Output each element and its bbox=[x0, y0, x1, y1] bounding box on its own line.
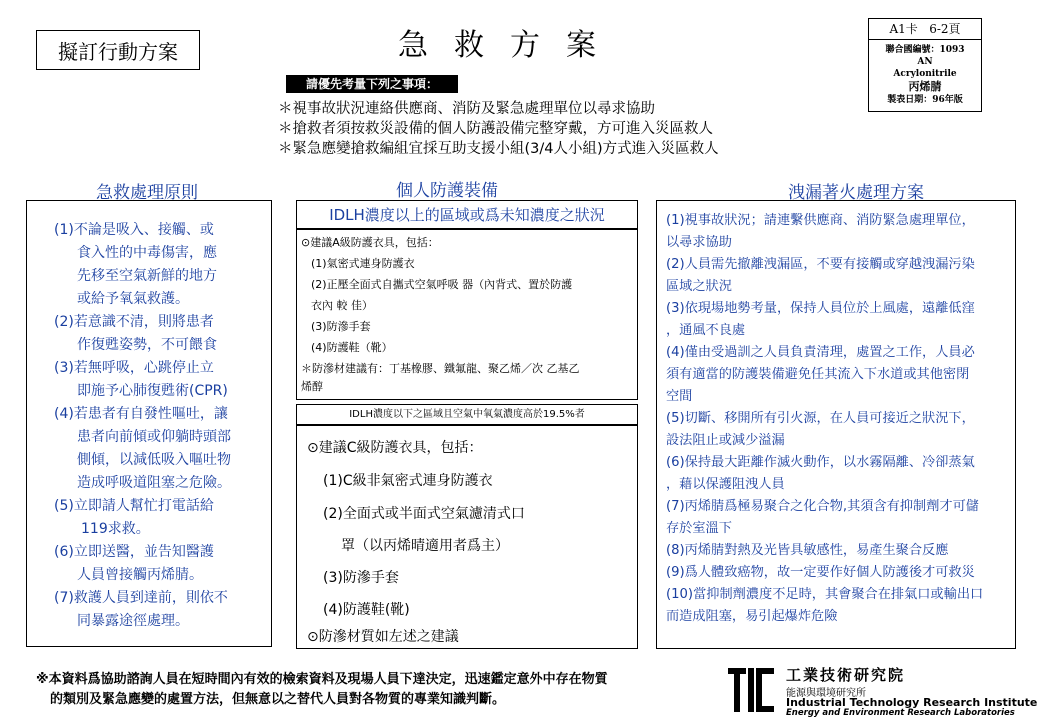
principle-line: (1)不論是吸入、接觸、或 bbox=[54, 222, 214, 238]
leak-line: 設法阻止或減少溢漏 bbox=[666, 433, 785, 448]
ppe-a-line: (3)防滲手套 bbox=[311, 320, 371, 333]
card-number: A1卡 bbox=[889, 22, 918, 36]
principle-line: 側傾，以減低吸入嘔吐物 bbox=[77, 452, 231, 468]
idlh-high-condition: IDLH濃度以上的區域或爲未知濃度之狀況 bbox=[296, 200, 638, 230]
chemical-name-en: Acrylonitrile bbox=[893, 69, 957, 79]
institute-sub-en: Energy and Environment Research Laboratories bbox=[786, 708, 1015, 718]
institute-name-zh: 工業技術研究院 bbox=[786, 666, 906, 684]
leak-line: ，通風不良處 bbox=[666, 323, 746, 338]
chemical-card-info bbox=[868, 18, 982, 112]
ppe-c-line: (3)防滲手套 bbox=[323, 570, 399, 586]
principle-line: 造成呼吸道阻塞之危險。 bbox=[77, 475, 231, 491]
principle-line: (7)救護人員到達前，則依不 bbox=[54, 590, 228, 606]
notice-title: 請優先考量下列之事項： bbox=[286, 75, 458, 93]
ppe-c-line: (1)C級非氣密式連身防護衣 bbox=[323, 473, 493, 489]
ppe-a-line: ＊防滲材建議有：丁基橡膠、鐵氟龍、聚乙烯／次 乙基乙 bbox=[301, 362, 580, 375]
card-page: 6-2頁 bbox=[929, 22, 961, 36]
ppe-c-line: (2)全面式或半面式空氣濾清式口 bbox=[323, 506, 525, 522]
first-aid-principles-heading: 急救處理原則 bbox=[96, 183, 198, 203]
itri-logo-icon bbox=[724, 664, 778, 716]
principle-line: 人員曾接觸丙烯腈。 bbox=[77, 567, 203, 583]
principle-line: (4)若患者有自發性嘔吐，讓 bbox=[54, 406, 228, 422]
leak-line: (2)人員需先撤離洩漏區，不要有接觸或穿越洩漏污染 bbox=[666, 257, 975, 272]
leak-line: (9)爲人體致癌物，故一定要作好個人防護後才可救災 bbox=[666, 565, 975, 580]
ppe-c-line: 罩（以丙烯晴適用者爲主） bbox=[341, 538, 509, 554]
leak-line: (3)依現場地勢考量，保持人員位於上風處，遠離低窪 bbox=[666, 301, 975, 316]
leak-line: 空間 bbox=[666, 389, 693, 404]
disclaimer-line: 的類別及緊急應變的處置方法，但無意以之替代人員對各物質的專業知識判斷。 bbox=[50, 692, 506, 707]
notice-item: ＊搶救者須按救災設備的個人防護設備完整穿戴，方可進入災區救人 bbox=[278, 121, 713, 137]
leak-line: ，藉以保護阻洩人員 bbox=[666, 477, 785, 492]
leak-line: (8)丙烯腈對熱及光皆具敏感性，易產生聚合反應 bbox=[666, 543, 949, 558]
leak-line: (5)切斷、移開所有引火源，在人員可接近之狀況下， bbox=[666, 411, 975, 426]
action-plan-label: 擬訂行動方案 bbox=[36, 30, 200, 70]
principle-line: 即施予心肺復甦術(CPR) bbox=[77, 383, 228, 399]
ppe-a-line: 烯醇 bbox=[301, 380, 323, 393]
ppe-a-line: ⊙建議A級防護衣具，包括： bbox=[301, 236, 439, 249]
leak-line: (10)當抑制劑濃度不足時，其會聚合在排氣口或輸出口 bbox=[666, 587, 984, 602]
institute-sub-zh: 能源與環境研究所 bbox=[786, 688, 866, 699]
level-a-ppe-panel bbox=[296, 228, 638, 400]
ppe-c-line: (4)防護鞋(靴) bbox=[323, 602, 410, 618]
leak-line: (1)視事故狀況；請連繫供應商、消防緊急處理單位， bbox=[666, 213, 975, 228]
institute-name-en: Industrial Technology Research Institute bbox=[786, 696, 1038, 709]
disclaimer-line: ※本資料爲協助諮詢人員在短時間內有效的檢索資料及現場人員下達決定，迅速鑑定意外中存在物質 bbox=[36, 672, 608, 687]
principle-line: 或給予氧氣救護。 bbox=[77, 291, 189, 307]
leak-line: 區域之狀況 bbox=[666, 279, 732, 294]
principle-line: 119求救。 bbox=[81, 521, 150, 537]
principle-line: (6)立即送醫，並告知醫護 bbox=[54, 544, 214, 560]
ppe-c-line: ⊙防滲材質如左述之建議 bbox=[307, 629, 459, 645]
level-c-ppe-panel bbox=[296, 424, 638, 649]
principle-line: 同暴露途徑處理。 bbox=[77, 613, 189, 629]
ppe-a-line: (2)正壓全面式自攜式空氣呼吸 器（內背式、置於防護 bbox=[311, 278, 573, 291]
principle-line: (2)若意識不清，則將患者 bbox=[54, 314, 214, 330]
ppe-a-line: (4)防護鞋（靴） bbox=[311, 341, 393, 354]
principle-line: 食入性的中毒傷害，應 bbox=[77, 245, 217, 261]
leak-line: 存於室溫下 bbox=[666, 521, 732, 536]
leak-line: 以尋求協助 bbox=[666, 235, 732, 250]
leak-line: (4)僅由受過訓之人員負責清理，處置之工作，人員必 bbox=[666, 345, 975, 360]
notice-item: ＊視事故狀況連絡供應商、消防及緊急處理單位以尋求協助 bbox=[278, 101, 655, 117]
leak-line: (6)保持最大距離作滅火動作，以水霧隔離、冷卻蒸氣 bbox=[666, 455, 975, 470]
leak-line: 須有適當的防護裝備避免任其流入下水道或其他密閉 bbox=[666, 367, 970, 382]
un-number: 聯合國編號：1093 bbox=[885, 45, 965, 55]
table-date: 製表日期：96年版 bbox=[887, 95, 963, 105]
idlh-low-condition: IDLH濃度以下之區域且空氣中氧氣濃度高於19.5%者 bbox=[296, 404, 638, 426]
chemical-abbr: AN bbox=[917, 57, 933, 67]
ppe-a-line: 衣內 較 佳） bbox=[311, 299, 373, 312]
leak-line: 而造成阻塞，易引起爆炸危險 bbox=[666, 609, 838, 624]
first-aid-principles-panel bbox=[26, 200, 272, 647]
principle-line: (3)若無呼吸，心跳停止立 bbox=[54, 360, 214, 376]
principle-line: 患者向前傾或仰躺時頭部 bbox=[77, 429, 231, 445]
leak-fire-panel bbox=[656, 200, 1016, 649]
notice-item: ＊緊急應變搶救編組宜採互助支援小組(3/4人小組)方式進入災區救人 bbox=[278, 141, 719, 157]
ppe-heading: 個人防護裝備 bbox=[396, 181, 498, 201]
ppe-a-line: (1)氣密式連身防護衣 bbox=[311, 257, 415, 270]
page-title: 急救方案 bbox=[398, 28, 622, 63]
ppe-c-line: ⊙建議C級防護衣具，包括： bbox=[307, 440, 483, 456]
chemical-name-zh: 丙烯腈 bbox=[908, 80, 942, 93]
leak-fire-heading: 洩漏著火處理方案 bbox=[788, 183, 924, 203]
principle-line: 作復甦姿勢，不可餵食 bbox=[77, 337, 217, 353]
leak-line: (7)丙烯腈爲極易聚合之化合物,其須含有抑制劑才可儲 bbox=[666, 499, 979, 514]
principle-line: (5)立即請人幫忙打電話給 bbox=[54, 498, 214, 514]
principle-line: 先移至空氣新鮮的地方 bbox=[77, 268, 217, 284]
